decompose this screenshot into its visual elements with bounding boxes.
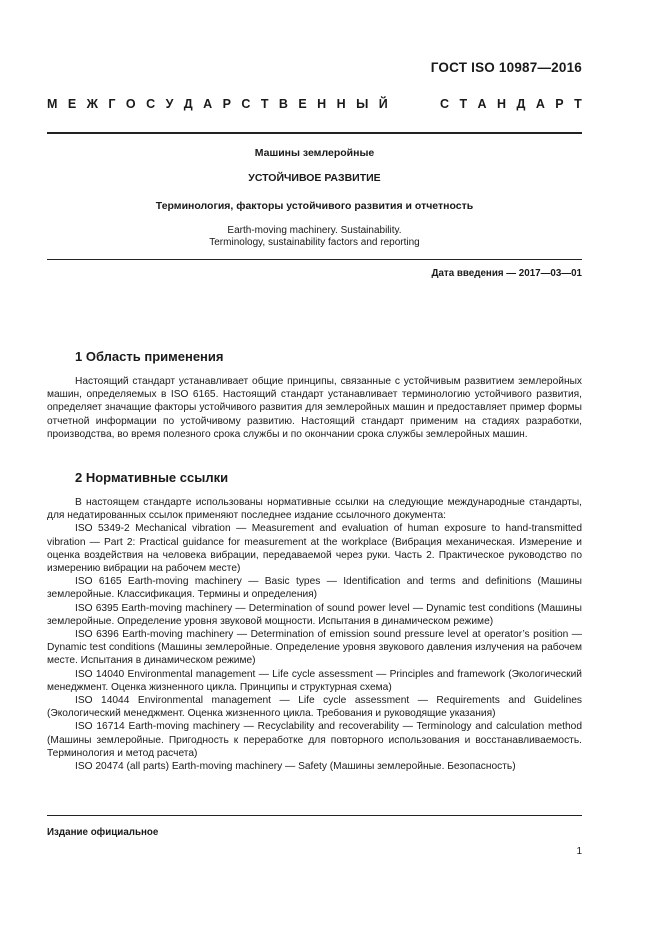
- banner-letter: А: [477, 97, 487, 111]
- section-2-intro: В настоящем стандарте использованы нормативные ссылки на следующие международные стандарты, для недатированных ссылок применяют последнее издание ссылочного документа:: [47, 497, 582, 522]
- banner-letter: Д: [516, 97, 526, 111]
- banner-letter: Т: [574, 97, 582, 111]
- machines-label: Машины землеройные: [254, 147, 375, 159]
- section-2-heading: 2 Нормативные ссылки: [75, 470, 229, 485]
- banner-letter: Ж: [86, 97, 98, 111]
- reference-item: ISO 6165 Earth-moving machinery — Basic types — Identification and terms and definitions (Машины землеройные. Классификация. Термины и определения): [47, 576, 582, 601]
- document-subtitle: Терминология, факторы устойчивого развития и отчетность: [155, 200, 474, 212]
- section-1-paragraph: Настоящий стандарт устанавливает общие принципы, связанные с устойчивым развитием землеройных машин, определяемых в ISO 6165. Настоящий стандарт устанавливает терминологию устойчивого развития, определяет значащие факторы устойчивого развития для землеройных машин и предоставляет пример формы отчетной информации по устойчивому развитию. Настоящий стандарт применим на стадиях разработки, производства, во время полезного срока службы и по окончании срока службы землеройных машин.: [47, 376, 582, 440]
- footer-divider: [47, 815, 582, 816]
- banner-letter: Т: [260, 97, 269, 111]
- banner-letter: Н: [317, 97, 327, 111]
- banner-letter: Д: [183, 97, 193, 111]
- reference-item: ISO 14044 Environmental management — Life cycle assessment — Requirements and Guidelines (Экологический менеджмент. Оценка жизненного цикла. Требования и руководящие указания): [47, 695, 582, 720]
- banner-letter: А: [535, 97, 545, 111]
- banner-letter: Г: [108, 97, 116, 111]
- reference-item: ISO 16714 Earth-moving machinery — Recyclability and recoverability — Terminology and calculation method (Машины землеройные. Пригодность к переработке для повторного использования и восстанавливаемость. Терминология и метод расчета): [47, 721, 582, 759]
- section-1-body: [47, 375, 582, 441]
- page-number: 1: [576, 846, 582, 857]
- effective-date: Дата введения — 2017—03—01: [431, 268, 582, 279]
- banner-letter: Н: [336, 97, 346, 111]
- standard-code: ГОСТ ISO 10987—2016: [430, 60, 582, 75]
- banner-letter: Р: [222, 97, 231, 111]
- banner-letter: Н: [497, 97, 507, 111]
- title-divider: [47, 259, 582, 260]
- header-divider: [47, 132, 582, 134]
- banner-letter: Е: [67, 97, 77, 111]
- banner-letter: Й: [378, 97, 388, 111]
- banner-letter: О: [125, 97, 136, 111]
- interstate-standard-banner: [47, 97, 582, 111]
- banner-letter: В: [278, 97, 288, 111]
- reference-item: ISO 5349-2 Mechanical vibration — Measurement and evaluation of human exposure to hand-transmitted vibration — Part 2: Practical guidance for measurement at the workplace (Вибрация механическая. Измерение и оценка воздействия на человека вибрации, передаваемой через руки. Часть 2. Практическое руководство по измерению вибрации на рабочем месте): [47, 523, 582, 575]
- reference-item: ISO 14040 Environmental management — Life cycle assessment — Principles and framework (Экологический менеджмент. Оценка жизненного цикла. Принципы и структурная схема): [47, 668, 582, 693]
- banner-letter: У: [165, 97, 174, 111]
- banner-letter: С: [439, 97, 450, 111]
- reference-item: ISO 6395 Earth-moving machinery — Determination of sound power level — Dynamic test conditions (Машины землеройные. Определение уровня звуковой мощности. Испытания в динамическом режиме): [47, 602, 582, 627]
- banner-letter: А: [203, 97, 213, 111]
- banner-letter: Е: [298, 97, 307, 111]
- english-title-line-2: Terminology, sustainability factors and reporting: [209, 237, 420, 248]
- document-title: УСТОЙЧИВОЕ РАЗВИТИЕ: [248, 172, 381, 184]
- banner-letter: С: [146, 97, 156, 111]
- official-edition-label: Издание официальное: [47, 827, 159, 838]
- english-title-line-1: Earth-moving machinery. Sustainability.: [227, 225, 402, 236]
- banner-letter: Р: [555, 97, 564, 111]
- banner-letter: Т: [459, 97, 468, 111]
- banner-letter: С: [241, 97, 251, 111]
- reference-item: ISO 6396 Earth-moving machinery — Determination of emission sound pressure level at operator’s position — Dynamic test conditions (Машины землеройные. Определение уровня звукового давления излучения на рабочем месте. Испытания в динамическом режиме): [47, 629, 582, 667]
- banner-letter: [426, 97, 429, 111]
- banner-letter: М: [47, 97, 58, 111]
- banner-letter: [412, 97, 415, 111]
- reference-item: ISO 20474 (all parts) Earth-moving machinery — Safety (Машины землеройные. Безопасность): [75, 761, 516, 773]
- section-2-body: [47, 496, 582, 773]
- banner-letter: Ы: [356, 97, 369, 111]
- banner-letter: [398, 97, 401, 111]
- section-1-heading: 1 Область применения: [75, 349, 224, 364]
